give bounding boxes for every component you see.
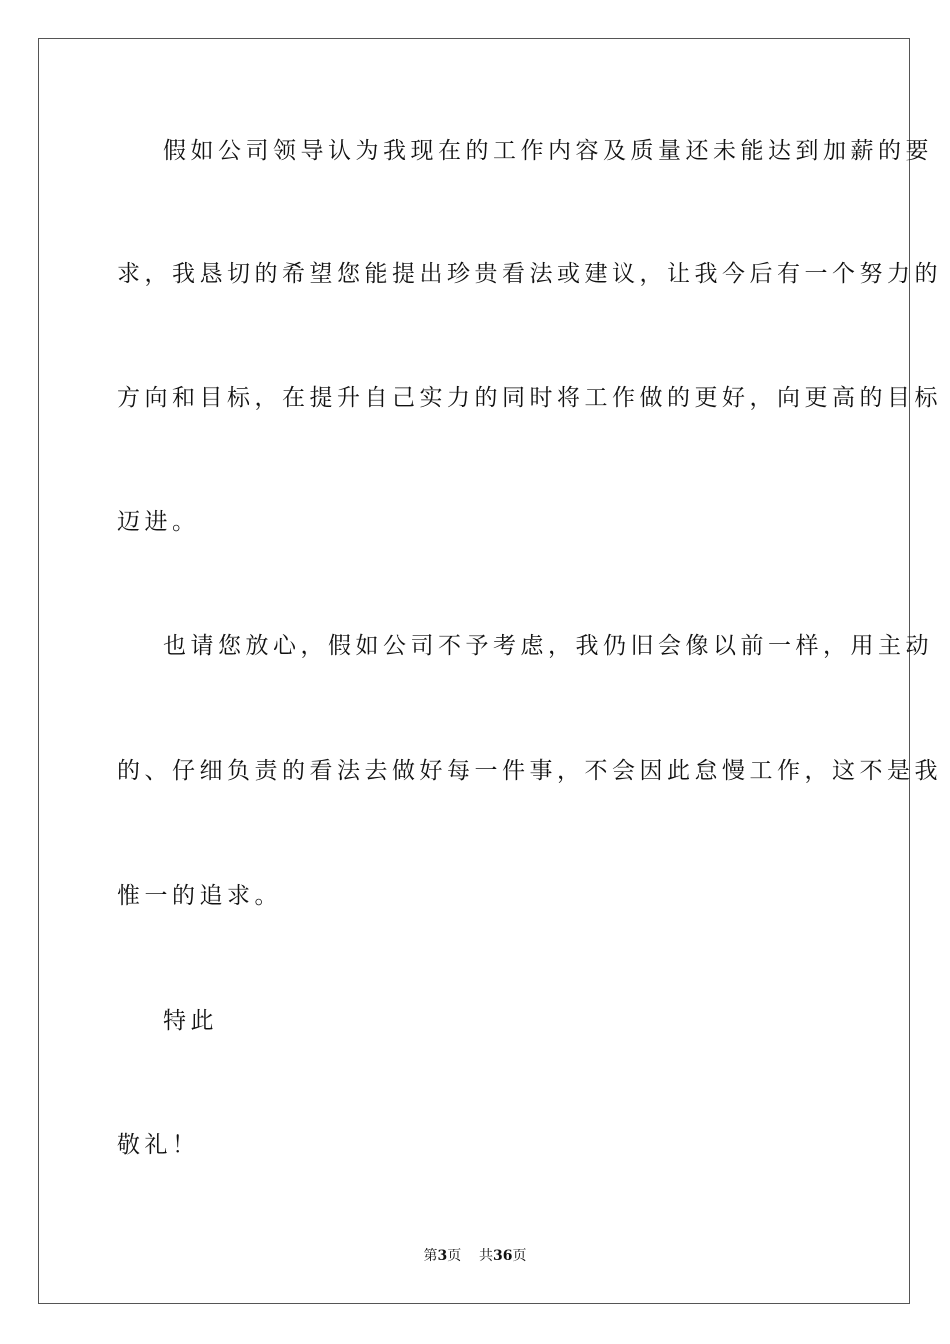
paragraph-2-line-3: 惟一的追求。: [117, 883, 282, 909]
page-suffix: 页: [447, 1248, 462, 1264]
total-pages: 36: [493, 1248, 513, 1264]
paragraph-2-line-2: 的、仔细负责的看法去做好每一件事，不会因此怠慢工作，这不是我: [117, 758, 942, 784]
paragraph-1-line-2: 求，我恳切的希望您能提出珍贵看法或建议，让我今后有一个努力的: [117, 261, 942, 287]
page-prefix: 第: [423, 1248, 438, 1264]
paragraph-1-line-1: 假如公司领导认为我现在的工作内容及质量还未能达到加薪的要: [163, 138, 933, 164]
page-frame: [38, 38, 942, 1304]
page-number: 3: [437, 1248, 448, 1264]
paragraph-1-line-4: 迈进。: [117, 509, 200, 535]
paragraph-2-line-1: 也请您放心，假如公司不予考虑，我仍旧会像以前一样，用主动: [163, 633, 933, 659]
salutation: 敬礼！: [117, 1132, 200, 1158]
paragraph-1-line-3: 方向和目标，在提升自己实力的同时将工作做的更好，向更高的目标: [117, 385, 942, 411]
page-footer: [0, 1247, 950, 1265]
total-suffix: 页: [512, 1248, 527, 1264]
total-prefix: 共: [479, 1248, 494, 1264]
closing-phrase: 特此: [163, 1008, 218, 1034]
